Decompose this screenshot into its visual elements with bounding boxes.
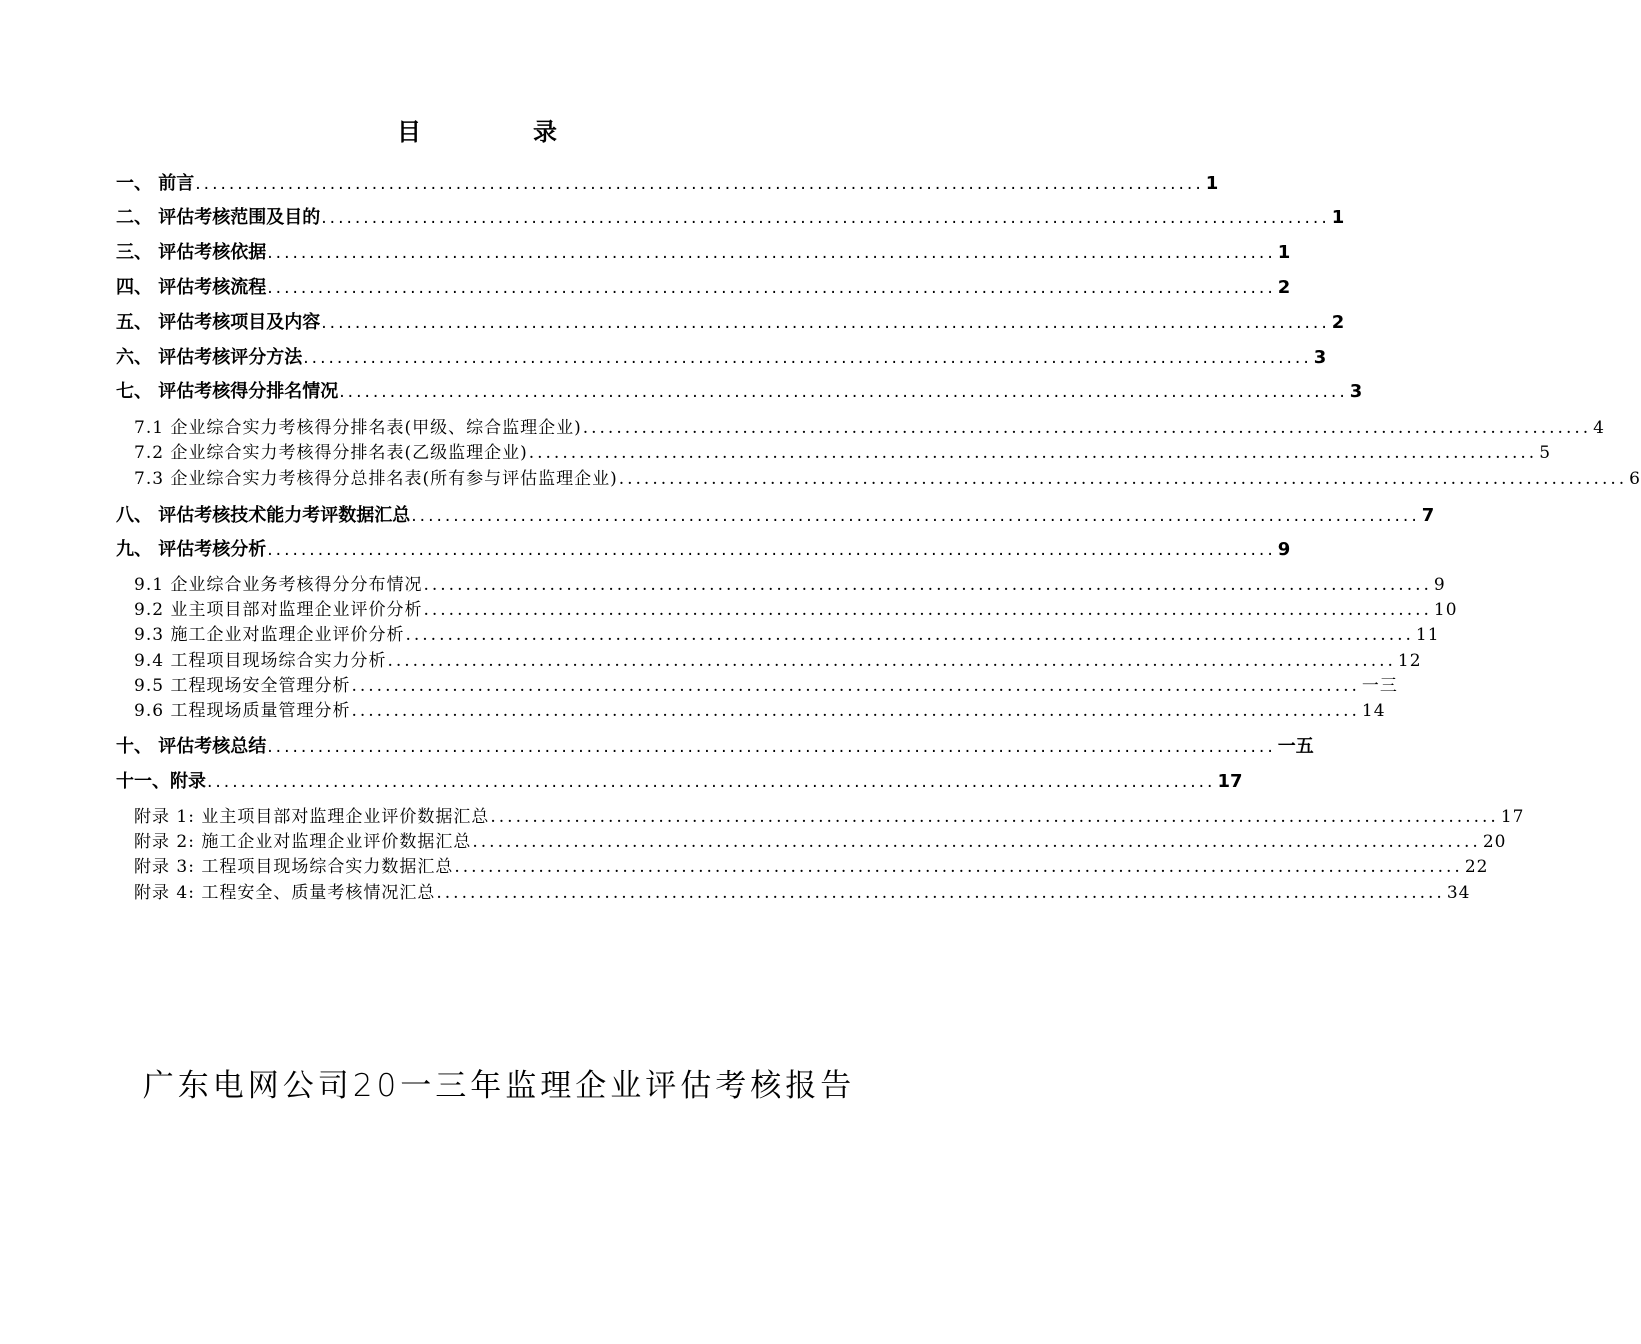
- toc-page-number: 14: [1361, 701, 1386, 721]
- toc-page-number: 20: [1482, 832, 1507, 852]
- toc-page-number: 34: [1446, 883, 1471, 903]
- toc-entry-label: 附录 4: 工程安全、质量考核情况汇总: [134, 883, 436, 903]
- toc-leader-dots: ........................................................................................................................: [351, 701, 1360, 721]
- toc-entry-label: 9.1 企业综合业务考核得分分布情况: [134, 575, 423, 595]
- toc-leader-dots: ........................................................................................................................: [411, 506, 1420, 526]
- toc-leader-dots: ........................................................................................................................: [267, 243, 1276, 263]
- toc-entry-scoring-method[interactable]: [116, 345, 1327, 371]
- toc-entry-appendix-2[interactable]: [134, 830, 1507, 854]
- toc-entry-label: 9.3 施工企业对监理企业评价分析: [134, 625, 405, 645]
- toc-page-number: 2: [1331, 312, 1345, 333]
- toc-leader-dots: ........................................................................................................................: [436, 883, 1445, 903]
- toc-entry-9-3[interactable]: [134, 623, 1440, 647]
- toc-entry-label: 一、 前言: [116, 173, 195, 194]
- toc-page-number: 4: [1593, 418, 1605, 438]
- toc-entry-scope[interactable]: [116, 205, 1345, 231]
- toc-page-number: 5: [1539, 443, 1552, 463]
- toc-leader-dots: ........................................................................................................................: [339, 382, 1348, 402]
- toc-entry-appendix-1[interactable]: [134, 805, 1525, 829]
- toc-entry-label: 九、 评估考核分析: [116, 539, 267, 560]
- toc-title: 目 录: [397, 118, 601, 146]
- toc-entry-label: 四、 评估考核流程: [116, 277, 267, 298]
- toc-entry-appendix-4[interactable]: [134, 881, 1471, 905]
- toc-entry-label: 7.3 企业综合实力考核得分总排名表(所有参与评估监理企业): [134, 469, 618, 489]
- toc-leader-dots: ........................................................................................................................: [267, 737, 1276, 757]
- toc-page-number: 1: [1331, 207, 1345, 228]
- toc-entry-label: 附录 3: 工程项目现场综合实力数据汇总: [134, 857, 454, 877]
- toc-entry-basis[interactable]: [116, 240, 1291, 266]
- toc-page-number: 1: [1277, 242, 1291, 263]
- toc-leader-dots: ........................................................................................................................: [351, 676, 1360, 696]
- toc-leader-dots: ........................................................................................................................: [490, 807, 1499, 827]
- toc-entry-label: 十、 评估考核总结: [116, 736, 267, 757]
- report-title: 广东电网公司20一三年监理企业评估考核报告: [142, 1068, 856, 1104]
- toc-page-number: 17: [1500, 807, 1525, 827]
- toc-page-number: 1: [1205, 173, 1219, 194]
- toc-page-number: 一五: [1277, 736, 1314, 757]
- toc-entry-9-1[interactable]: [134, 573, 1446, 597]
- toc-page-number: 11: [1415, 625, 1440, 645]
- toc-entry-9-5[interactable]: [134, 674, 1398, 698]
- toc-entry-label: 五、 评估考核项目及内容: [116, 312, 321, 333]
- toc-entry-label: 附录 1: 业主项目部对监理企业评价数据汇总: [134, 807, 490, 827]
- toc-page-number: 3: [1349, 381, 1363, 402]
- toc-entry-label: 9.5 工程现场安全管理分析: [134, 676, 351, 696]
- toc-entry-label: 7.2 企业综合实力考核得分排名表(乙级监理企业): [134, 443, 528, 463]
- toc-entry-7-1[interactable]: [134, 416, 1605, 440]
- toc-leader-dots: ........................................................................................................................: [528, 443, 1538, 463]
- toc-entry-label: 十一、附录: [116, 771, 206, 792]
- toc-leader-dots: ........................................................................................................................: [405, 625, 1414, 645]
- toc-leader-dots: ........................................................................................................................: [618, 469, 1628, 489]
- toc-entry-9-2[interactable]: [134, 598, 1458, 622]
- toc-entry-appendix-3[interactable]: [134, 855, 1489, 879]
- toc-leader-dots: ........................................................................................................................: [195, 174, 1204, 194]
- toc-entry-label: 七、 评估考核得分排名情况: [116, 381, 339, 402]
- toc-leader-dots: ........................................................................................................................: [321, 208, 1330, 228]
- toc-entry-label: 六、 评估考核评分方法: [116, 347, 303, 368]
- toc-leader-dots: ........................................................................................................................: [267, 278, 1276, 298]
- toc-page-number: 10: [1433, 600, 1458, 620]
- toc-leader-dots: ........................................................................................................................: [423, 575, 1432, 595]
- toc-entry-summary[interactable]: [116, 734, 1314, 760]
- toc-page-number: 2: [1277, 277, 1291, 298]
- toc-entry-tech-data[interactable]: [116, 503, 1435, 529]
- toc-page-number: 一三: [1361, 676, 1398, 696]
- toc-page-number: 12: [1397, 651, 1422, 671]
- toc-entry-label: 三、 评估考核依据: [116, 242, 267, 263]
- toc-leader-dots: ........................................................................................................................: [303, 348, 1312, 368]
- toc-entry-preface[interactable]: [116, 171, 1219, 197]
- toc-leader-dots: ........................................................................................................................: [207, 772, 1216, 792]
- toc-page-number: 17: [1217, 771, 1243, 792]
- toc-leader-dots: ........................................................................................................................: [423, 600, 1432, 620]
- toc-page-number: 9: [1277, 539, 1291, 560]
- toc-entry-ranking[interactable]: [116, 379, 1363, 405]
- toc-entry-9-6[interactable]: [134, 699, 1386, 723]
- toc-leader-dots: ........................................................................................................................: [267, 540, 1276, 560]
- toc-page-number: 9: [1433, 575, 1446, 595]
- toc-entry-appendix[interactable]: [116, 769, 1243, 795]
- toc-page-number: 7: [1421, 505, 1435, 526]
- toc-entry-7-2[interactable]: [134, 441, 1552, 465]
- toc-entry-label: 二、 评估考核范围及目的: [116, 207, 321, 228]
- toc-entry-label: 9.2 业主项目部对监理企业评价分析: [134, 600, 423, 620]
- toc-entry-label: 7.1 企业综合实力考核得分排名表(甲级、综合监理企业): [134, 418, 582, 438]
- toc-entry-label: 八、 评估考核技术能力考评数据汇总: [116, 505, 411, 526]
- toc-entry-7-3[interactable]: [134, 467, 1641, 491]
- toc-entry-label: 9.6 工程现场质量管理分析: [134, 701, 351, 721]
- toc-page-number: 22: [1464, 857, 1489, 877]
- toc-page-number: 6: [1629, 469, 1641, 489]
- toc-entry-items[interactable]: [116, 310, 1345, 336]
- toc-entry-9-4[interactable]: [134, 649, 1422, 673]
- toc-leader-dots: ........................................................................................................................: [321, 313, 1330, 333]
- toc-entry-label: 9.4 工程项目现场综合实力分析: [134, 651, 387, 671]
- toc-entry-analysis[interactable]: [116, 537, 1291, 563]
- toc-leader-dots: ........................................................................................................................: [454, 857, 1463, 877]
- toc-leader-dots: ........................................................................................................................: [387, 651, 1396, 671]
- toc-leader-dots: ........................................................................................................................: [582, 418, 1592, 438]
- toc-leader-dots: ........................................................................................................................: [472, 832, 1481, 852]
- toc-page-number: 3: [1313, 347, 1327, 368]
- toc-entry-label: 附录 2: 施工企业对监理企业评价数据汇总: [134, 832, 472, 852]
- toc-entry-process[interactable]: [116, 275, 1291, 301]
